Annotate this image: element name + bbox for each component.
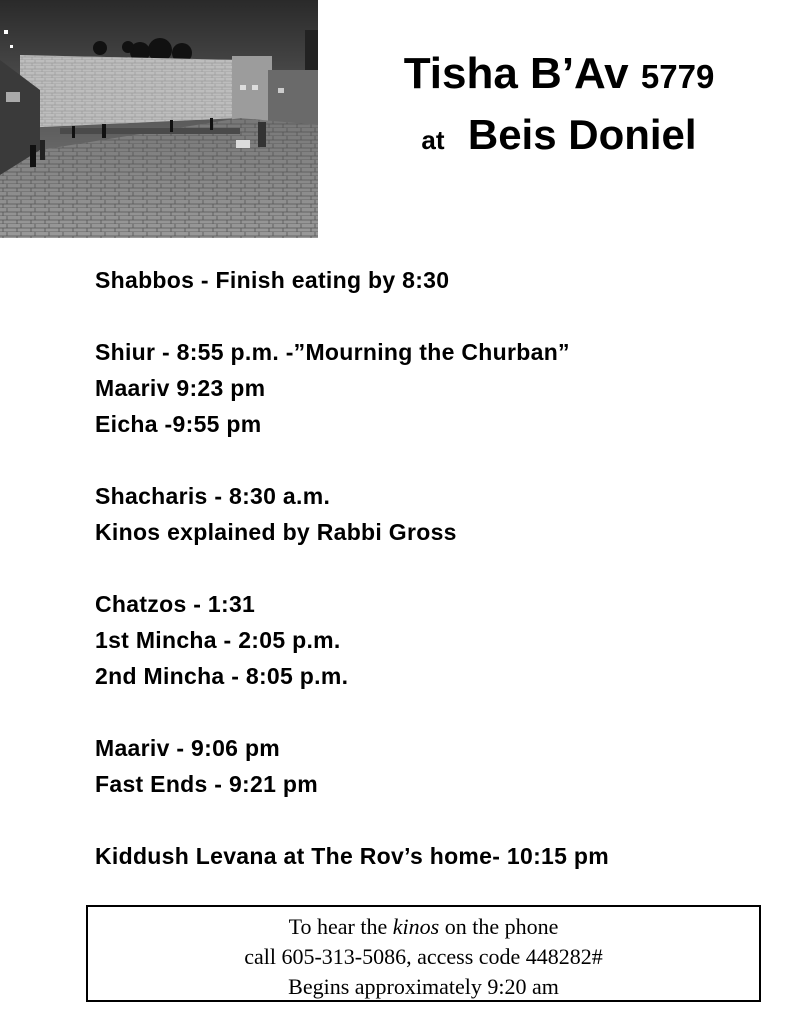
schedule-shabbos: Shabbos - Finish eating by 8:30 <box>95 267 450 293</box>
title-line-location <box>318 111 800 158</box>
schedule-mincha-2: 2nd Mincha - 8:05 p.m. <box>95 663 349 689</box>
schedule-shiur: Shiur - 8:55 p.m. -”Mourning the Churban” <box>95 339 570 365</box>
event-year: 5779 <box>640 58 715 95</box>
phone-line-3: Begins approximately 9:20 am <box>288 974 559 999</box>
phone-line-2: call 605-313-5086, access code 448282# <box>244 944 603 969</box>
schedule-kiddush-levana: Kiddush Levana at The Rov’s home- 10:15 pm <box>95 843 610 869</box>
schedule-list <box>95 262 609 874</box>
schedule-kinos: Kinos explained by Rabbi Gross <box>95 519 457 545</box>
schedule-shacharis: Shacharis - 8:30 a.m. <box>95 483 331 509</box>
page-title <box>318 49 800 158</box>
kinos-word: kinos <box>392 914 440 939</box>
phone-line-1-post: on the phone <box>439 914 559 939</box>
phone-line-1-pre: To hear the <box>288 914 393 939</box>
title-line-event <box>318 49 800 98</box>
schedule-maariv-night: Maariv 9:23 pm <box>95 375 266 401</box>
phone-line-1 <box>88 912 759 942</box>
schedule-mincha-1: 1st Mincha - 2:05 p.m. <box>95 627 341 653</box>
schedule-eicha: Eicha -9:55 pm <box>95 411 262 437</box>
schedule-chatzos: Chatzos - 1:31 <box>95 591 256 617</box>
location-name: Beis Doniel <box>467 111 697 158</box>
phone-info-box <box>86 905 761 1002</box>
schedule-fast-ends: Fast Ends - 9:21 pm <box>95 771 318 797</box>
at-word: at <box>421 125 445 155</box>
schedule-maariv-end: Maariv - 9:06 pm <box>95 735 281 761</box>
event-name: Tisha B’Av <box>403 49 629 98</box>
western-wall-photo <box>0 0 318 238</box>
